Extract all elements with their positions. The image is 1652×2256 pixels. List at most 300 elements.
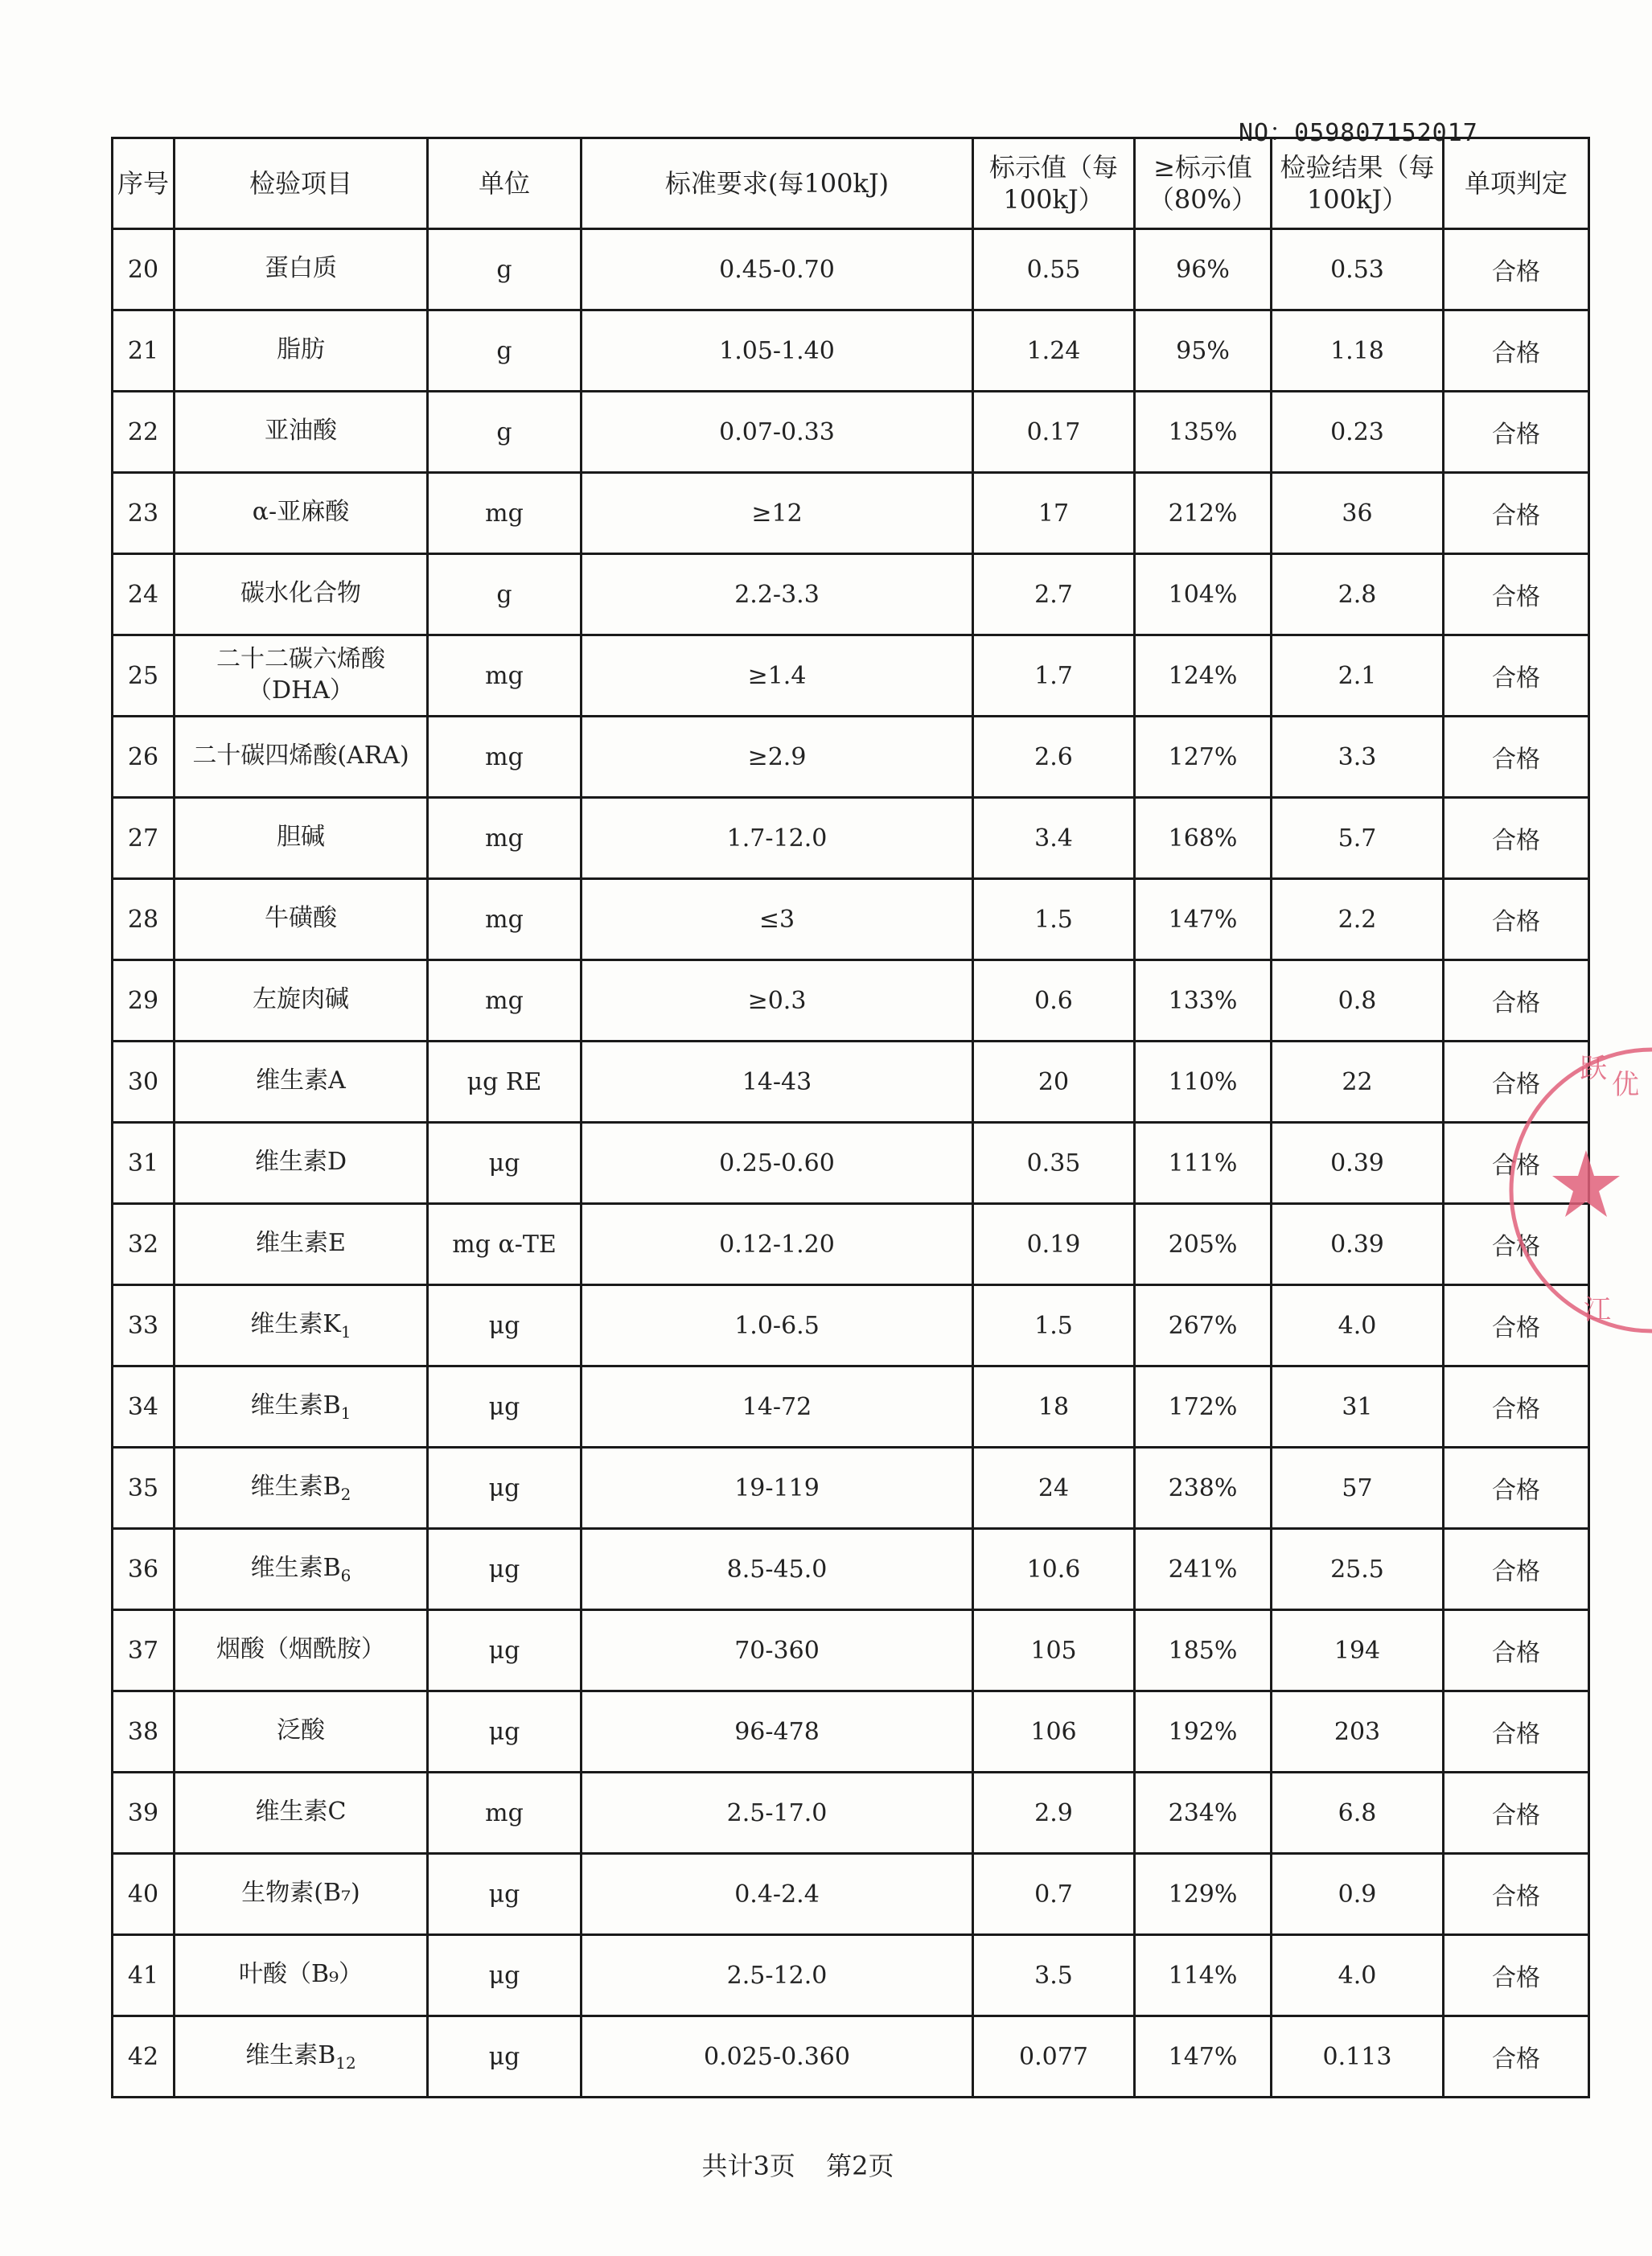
seal-text-2: 优	[1612, 1069, 1639, 1101]
table-row	[113, 229, 1589, 310]
cell-item	[175, 554, 428, 635]
cell-unit	[428, 554, 581, 635]
cell-unit	[428, 1123, 581, 1204]
cell-item	[175, 1285, 428, 1366]
cell-unit	[428, 717, 581, 798]
table-row	[113, 960, 1589, 1042]
cell-unit-text: μg	[488, 2042, 520, 2071]
cell-ratio-text: 185%	[1168, 1636, 1238, 1665]
seal-text-1: 跃	[1580, 1053, 1607, 1085]
cell-unit	[428, 1204, 581, 1285]
cell-ratio-text: 147%	[1168, 2042, 1238, 2071]
cell-unit	[428, 2016, 581, 2098]
cell-ratio	[1135, 1448, 1272, 1529]
cell-item	[175, 1529, 428, 1610]
cell-item-text: 烟酸（烟酰胺）	[216, 1635, 385, 1663]
table-row	[113, 1773, 1589, 1854]
cell-verdict	[1444, 554, 1589, 635]
cell-seq	[113, 554, 175, 635]
cell-labeled-value	[973, 2016, 1135, 2098]
cell-standard-text: ≥1.4	[747, 661, 807, 690]
cell-labeled-value	[973, 1366, 1135, 1448]
cell-verdict-text: 合格	[1492, 1802, 1540, 1830]
cell-ratio-text: 133%	[1168, 986, 1238, 1015]
cell-ratio-text: 267%	[1168, 1311, 1238, 1340]
cell-seq	[113, 1042, 175, 1123]
cell-item-text: 左旋肉碱	[253, 985, 349, 1013]
cell-seq-text: 37	[127, 1636, 159, 1665]
cell-item-text: 维生素B	[245, 2041, 336, 2069]
cell-item	[175, 1773, 428, 1854]
cell-standard	[581, 1610, 973, 1691]
cell-item	[175, 717, 428, 798]
table-row	[113, 798, 1589, 879]
header-result: 检验结果（每100kJ）	[1272, 138, 1444, 229]
cell-standard	[581, 717, 973, 798]
cell-verdict-text: 合格	[1492, 1558, 1540, 1586]
cell-seq-text: 21	[127, 336, 159, 365]
cell-result	[1272, 1529, 1444, 1610]
cell-ratio	[1135, 879, 1272, 960]
table-row	[113, 879, 1589, 960]
cell-result	[1272, 1366, 1444, 1448]
cell-standard-text: 8.5-45.0	[726, 1555, 828, 1584]
cell-verdict-text: 合格	[1492, 1152, 1540, 1180]
seal-text-3: 江	[1584, 1294, 1611, 1326]
cell-result-text: 0.23	[1330, 417, 1384, 446]
cell-ratio-text: 124%	[1168, 661, 1238, 690]
cell-result	[1272, 1042, 1444, 1123]
cell-item	[175, 229, 428, 310]
inspection-seal	[1491, 1021, 1652, 1359]
cell-item-text: 维生素D	[254, 1148, 347, 1176]
cell-seq	[113, 1123, 175, 1204]
cell-ratio	[1135, 1366, 1272, 1448]
table-row	[113, 1285, 1589, 1366]
cell-seq	[113, 1854, 175, 1935]
cell-item-text: 泛酸	[277, 1716, 325, 1744]
cell-unit-text: mg	[485, 661, 524, 690]
cell-verdict	[1444, 310, 1589, 392]
cell-item-text: 维生素B	[250, 1391, 341, 1420]
cell-labeled-value	[973, 1691, 1135, 1773]
cell-ratio	[1135, 1529, 1272, 1610]
cell-result	[1272, 1935, 1444, 2016]
cell-standard	[581, 310, 973, 392]
cell-item	[175, 1691, 428, 1773]
cell-unit-text: μg	[488, 1311, 520, 1340]
table-row	[113, 1448, 1589, 1529]
cell-result-text: 0.9	[1338, 1880, 1377, 1909]
cell-seq-text: 38	[127, 1717, 159, 1746]
cell-verdict	[1444, 1610, 1589, 1691]
cell-seq-text: 39	[127, 1798, 159, 1827]
cell-item	[175, 1042, 428, 1123]
cell-verdict	[1444, 1366, 1589, 1448]
cell-ratio-text: 241%	[1168, 1555, 1238, 1584]
cell-item-text: 牛磺酸	[265, 904, 337, 932]
cell-labeled-value-text: 1.5	[1034, 905, 1073, 934]
cell-seq	[113, 310, 175, 392]
cell-verdict	[1444, 1773, 1589, 1854]
cell-seq	[113, 717, 175, 798]
cell-ratio-text: 168%	[1168, 824, 1238, 853]
cell-result	[1272, 879, 1444, 960]
cell-standard-text: 1.0-6.5	[734, 1311, 820, 1340]
cell-labeled-value	[973, 1042, 1135, 1123]
cell-standard	[581, 1691, 973, 1773]
table-row	[113, 1529, 1589, 1610]
cell-standard	[581, 1854, 973, 1935]
cell-standard-text: 0.07-0.33	[719, 417, 835, 446]
cell-standard	[581, 1042, 973, 1123]
cell-verdict-text: 合格	[1492, 1883, 1540, 1911]
cell-item-text: 叶酸（B₉）	[238, 1960, 364, 1988]
cell-verdict-text: 合格	[1492, 908, 1540, 936]
cell-standard	[581, 960, 973, 1042]
cell-result	[1272, 392, 1444, 473]
cell-item-text: 维生素B	[250, 1554, 341, 1582]
table-row	[113, 1935, 1589, 2016]
cell-labeled-value	[973, 879, 1135, 960]
cell-labeled-value-text: 0.17	[1026, 417, 1081, 446]
cell-ratio-text: 172%	[1168, 1392, 1238, 1421]
cell-labeled-value-text: 2.9	[1034, 1798, 1073, 1827]
cell-labeled-value	[973, 717, 1135, 798]
cell-seq	[113, 473, 175, 554]
cell-ratio	[1135, 1204, 1272, 1285]
cell-verdict	[1444, 229, 1589, 310]
cell-labeled-value-text: 0.077	[1019, 2042, 1088, 2071]
cell-ratio	[1135, 1691, 1272, 1773]
cell-standard	[581, 879, 973, 960]
cell-item-text: 二十二碳六烯酸（DHA）	[216, 644, 385, 705]
cell-seq-text: 33	[127, 1311, 159, 1340]
cell-verdict-text: 合格	[1492, 1070, 1540, 1099]
cell-item-text: 维生素B	[250, 1473, 341, 1501]
cell-result	[1272, 229, 1444, 310]
cell-verdict-text: 合格	[1492, 1233, 1540, 1261]
cell-verdict	[1444, 879, 1589, 960]
cell-result	[1272, 1854, 1444, 1935]
cell-result-text: 0.39	[1330, 1149, 1384, 1177]
cell-result-text: 4.0	[1338, 1311, 1377, 1340]
cell-result-text: 1.18	[1330, 336, 1384, 365]
cell-seq	[113, 1448, 175, 1529]
cell-standard-text: 1.7-12.0	[726, 824, 828, 853]
cell-result-text: 57	[1342, 1473, 1373, 1502]
cell-seq	[113, 1935, 175, 2016]
cell-item-text: 维生素C	[255, 1798, 347, 1826]
cell-verdict	[1444, 1448, 1589, 1529]
cell-seq-text: 29	[127, 986, 159, 1015]
item-subscript: 6	[340, 1566, 351, 1585]
cell-seq-text: 40	[127, 1880, 159, 1909]
cell-labeled-value	[973, 1285, 1135, 1366]
cell-labeled-value	[973, 1204, 1135, 1285]
cell-result-text: 0.113	[1322, 2042, 1392, 2071]
cell-result-text: 5.7	[1338, 824, 1377, 853]
cell-labeled-value-text: 0.35	[1026, 1149, 1081, 1177]
cell-seq-text: 20	[127, 255, 159, 284]
cell-item	[175, 798, 428, 879]
cell-standard-text: 14-43	[742, 1067, 812, 1096]
inspection-results-table	[111, 137, 1590, 2098]
cell-unit-text: μg RE	[466, 1067, 542, 1096]
cell-seq	[113, 1285, 175, 1366]
cell-item	[175, 879, 428, 960]
cell-labeled-value	[973, 473, 1135, 554]
cell-unit-text: μg	[488, 1555, 520, 1584]
cell-seq-text: 31	[127, 1149, 159, 1177]
table-body	[113, 229, 1589, 2098]
cell-unit	[428, 1773, 581, 1854]
cell-ratio-text: 147%	[1168, 905, 1238, 934]
cell-labeled-value-text: 0.6	[1034, 986, 1073, 1015]
cell-standard-text: 0.025-0.360	[704, 2042, 850, 2071]
cell-verdict-text: 合格	[1492, 2045, 1540, 2073]
cell-labeled-value	[973, 1610, 1135, 1691]
cell-ratio-text: 129%	[1168, 1880, 1238, 1909]
cell-verdict-text: 合格	[1492, 583, 1540, 611]
seal-star-icon	[1552, 1150, 1620, 1217]
cell-verdict-text: 合格	[1492, 746, 1540, 774]
cell-item-text: 维生素E	[256, 1229, 346, 1257]
header-standard: 标准要求(每100kJ)	[581, 138, 973, 229]
cell-labeled-value-text: 24	[1038, 1473, 1070, 1502]
cell-ratio-text: 192%	[1168, 1717, 1238, 1746]
cell-seq	[113, 2016, 175, 2098]
table-row	[113, 1610, 1589, 1691]
cell-unit	[428, 1529, 581, 1610]
cell-seq	[113, 879, 175, 960]
cell-unit	[428, 1042, 581, 1123]
cell-seq-text: 36	[127, 1555, 159, 1584]
cell-result	[1272, 798, 1444, 879]
header-seq: 序号	[113, 138, 175, 229]
cell-ratio-text: 104%	[1168, 580, 1238, 609]
cell-seq-text: 26	[127, 742, 159, 771]
cell-labeled-value-text: 10.6	[1026, 1555, 1081, 1584]
cell-labeled-value-text: 17	[1038, 499, 1070, 528]
cell-labeled-value-text: 20	[1038, 1067, 1070, 1096]
cell-unit	[428, 1854, 581, 1935]
cell-unit	[428, 1366, 581, 1448]
cell-item-text: 维生素A	[256, 1066, 346, 1095]
header-labeled-value: 标示值（每100kJ）	[973, 138, 1135, 229]
table-row	[113, 392, 1589, 473]
cell-unit	[428, 1691, 581, 1773]
cell-unit-text: μg	[488, 1880, 520, 1909]
table-row	[113, 635, 1589, 717]
cell-result	[1272, 310, 1444, 392]
cell-ratio	[1135, 798, 1272, 879]
cell-ratio	[1135, 229, 1272, 310]
cell-result-text: 36	[1342, 499, 1373, 528]
cell-ratio-text: 205%	[1168, 1230, 1238, 1259]
cell-seq-text: 34	[127, 1392, 159, 1421]
cell-standard	[581, 1773, 973, 1854]
cell-standard	[581, 392, 973, 473]
cell-ratio-text: 127%	[1168, 742, 1238, 771]
cell-labeled-value	[973, 1935, 1135, 2016]
cell-unit-text: g	[496, 336, 512, 365]
table-row	[113, 1366, 1589, 1448]
cell-verdict-text: 合格	[1492, 1720, 1540, 1749]
cell-labeled-value-text: 3.5	[1034, 1961, 1073, 1990]
cell-labeled-value	[973, 1529, 1135, 1610]
cell-result	[1272, 635, 1444, 717]
cell-unit	[428, 1610, 581, 1691]
cell-verdict	[1444, 473, 1589, 554]
cell-labeled-value-text: 2.7	[1034, 580, 1073, 609]
item-subscript: 12	[335, 2053, 356, 2073]
cell-verdict-text: 合格	[1492, 989, 1540, 1017]
cell-ratio	[1135, 473, 1272, 554]
cell-standard-text: 0.12-1.20	[719, 1230, 835, 1259]
table-row	[113, 717, 1589, 798]
cell-seq	[113, 960, 175, 1042]
item-subscript: 1	[340, 1322, 351, 1342]
cell-seq	[113, 1691, 175, 1773]
cell-ratio	[1135, 960, 1272, 1042]
cell-verdict-text: 合格	[1492, 339, 1540, 368]
cell-labeled-value-text: 18	[1038, 1392, 1070, 1421]
cell-verdict-text: 合格	[1492, 1395, 1540, 1424]
cell-unit-text: μg	[488, 1473, 520, 1502]
cell-verdict-text: 合格	[1492, 421, 1540, 449]
cell-seq	[113, 1204, 175, 1285]
cell-item-text: 二十碳四烯酸(ARA)	[192, 742, 409, 770]
cell-seq-text: 35	[127, 1473, 159, 1502]
cell-ratio	[1135, 1935, 1272, 2016]
cell-item	[175, 1366, 428, 1448]
cell-item-text: 蛋白质	[265, 254, 337, 282]
cell-ratio	[1135, 2016, 1272, 2098]
cell-verdict-text: 合格	[1492, 1477, 1540, 1505]
cell-standard	[581, 1204, 973, 1285]
cell-item	[175, 310, 428, 392]
cell-ratio-text: 111%	[1168, 1149, 1238, 1177]
cell-item-text: 胆碱	[277, 823, 325, 851]
item-subscript: 1	[340, 1403, 351, 1423]
cell-verdict	[1444, 635, 1589, 717]
cell-unit	[428, 310, 581, 392]
cell-standard	[581, 229, 973, 310]
cell-seq-text: 41	[127, 1961, 159, 1990]
cell-labeled-value	[973, 1123, 1135, 1204]
cell-verdict	[1444, 1691, 1589, 1773]
cell-seq-text: 42	[127, 2042, 159, 2071]
table-row	[113, 1691, 1589, 1773]
cell-standard-text: ≥2.9	[747, 742, 807, 771]
cell-item	[175, 473, 428, 554]
cell-standard-text: ≥0.3	[747, 986, 807, 1015]
cell-unit-text: mg	[485, 824, 524, 853]
cell-unit	[428, 1285, 581, 1366]
cell-seq-text: 25	[127, 661, 159, 690]
cell-standard-text: 19-119	[734, 1473, 820, 1502]
cell-standard	[581, 554, 973, 635]
cell-standard-text: 0.45-0.70	[719, 255, 835, 284]
cell-unit-text: μg	[488, 1636, 520, 1665]
cell-result	[1272, 960, 1444, 1042]
cell-result-text: 4.0	[1338, 1961, 1377, 1990]
cell-unit-text: mg	[485, 905, 524, 934]
header-verdict: 单项判定	[1444, 138, 1589, 229]
page-footer	[0, 2146, 1596, 2183]
cell-standard	[581, 1123, 973, 1204]
cell-labeled-value-text: 106	[1030, 1717, 1077, 1746]
header-unit: 单位	[428, 138, 581, 229]
cell-seq	[113, 1610, 175, 1691]
cell-result-text: 2.8	[1338, 580, 1377, 609]
table-row	[113, 310, 1589, 392]
cell-labeled-value-text: 0.19	[1026, 1230, 1081, 1259]
cell-unit-text: μg	[488, 1717, 520, 1746]
total-pages: 共计3页	[701, 2151, 795, 2181]
cell-unit-text: g	[496, 417, 512, 446]
cell-standard-text: 14-72	[742, 1392, 812, 1421]
cell-result-text: 22	[1342, 1067, 1373, 1096]
cell-item-text: 生物素(B₇)	[241, 1879, 360, 1907]
cell-seq-text: 27	[127, 824, 159, 853]
cell-verdict	[1444, 1935, 1589, 2016]
cell-verdict	[1444, 392, 1589, 473]
cell-result-text: 0.39	[1330, 1230, 1384, 1259]
cell-labeled-value	[973, 1854, 1135, 1935]
cell-seq	[113, 1366, 175, 1448]
cell-result	[1272, 1204, 1444, 1285]
cell-unit	[428, 635, 581, 717]
cell-labeled-value-text: 0.7	[1034, 1880, 1073, 1909]
cell-standard	[581, 2016, 973, 2098]
cell-labeled-value-text: 105	[1030, 1636, 1077, 1665]
cell-item	[175, 1854, 428, 1935]
cell-unit	[428, 1448, 581, 1529]
cell-ratio	[1135, 1854, 1272, 1935]
cell-seq	[113, 1529, 175, 1610]
cell-seq-text: 23	[127, 499, 159, 528]
cell-standard-text: 2.2-3.3	[734, 580, 820, 609]
cell-labeled-value	[973, 392, 1135, 473]
cell-ratio-text: 95%	[1176, 336, 1230, 365]
cell-ratio	[1135, 1042, 1272, 1123]
cell-ratio-text: 212%	[1168, 499, 1238, 528]
cell-verdict-text: 合格	[1492, 258, 1540, 286]
cell-standard	[581, 1448, 973, 1529]
cell-item-text: 维生素K	[250, 1310, 341, 1338]
cell-standard-text: 0.4-2.4	[734, 1880, 820, 1909]
cell-labeled-value	[973, 229, 1135, 310]
cell-standard	[581, 1935, 973, 2016]
cell-result-text: 3.3	[1338, 742, 1377, 771]
cell-standard-text: 0.25-0.60	[719, 1149, 835, 1177]
cell-seq-text: 32	[127, 1230, 159, 1259]
cell-standard-text: ≥12	[751, 499, 803, 528]
cell-result	[1272, 554, 1444, 635]
cell-labeled-value	[973, 635, 1135, 717]
cell-seq-text: 30	[127, 1067, 159, 1096]
cell-verdict	[1444, 1854, 1589, 1935]
cell-seq-text: 28	[127, 905, 159, 934]
cell-result	[1272, 1448, 1444, 1529]
cell-unit	[428, 960, 581, 1042]
table-row	[113, 473, 1589, 554]
cell-seq	[113, 635, 175, 717]
cell-result-text: 2.2	[1338, 905, 1377, 934]
cell-seq-text: 24	[127, 580, 159, 609]
